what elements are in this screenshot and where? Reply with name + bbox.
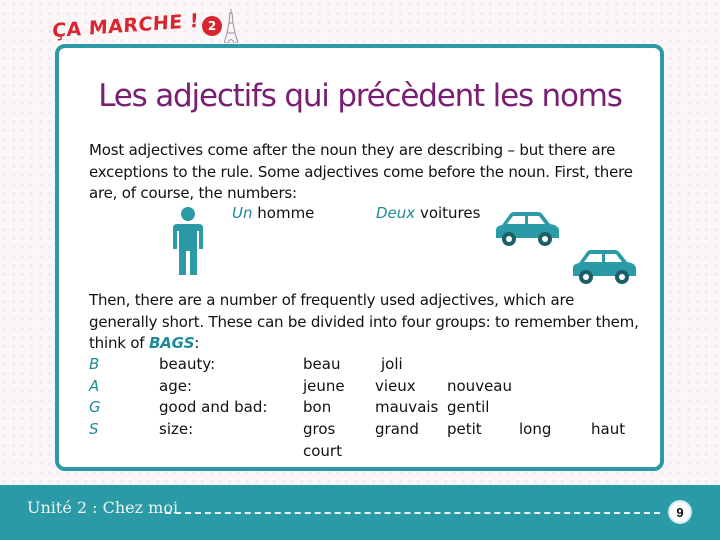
bags-line: Then, there are a number of frequently used adjectives, which are <box>89 291 575 309</box>
bags-acronym: BAGS <box>148 334 195 352</box>
bags-word: long <box>519 420 552 439</box>
bags-word: haut <box>591 420 626 439</box>
eiffel-tower-icon <box>224 9 238 43</box>
car-icon <box>568 248 640 288</box>
bags-word: jeune <box>303 376 345 395</box>
bags-letter: B <box>89 355 100 373</box>
footer-divider <box>165 512 660 514</box>
intro-line: Most adjectives come after the noun they are describing – but there are <box>89 141 616 159</box>
bags-letter: G <box>89 398 101 417</box>
bags-word: vieux <box>375 376 416 395</box>
example-noun: voitures <box>415 204 481 222</box>
unit-label: Unité 2 : Chez moi <box>27 498 179 517</box>
bags-word: bon <box>303 398 332 417</box>
bags-category: beauty: <box>159 355 216 373</box>
person-icon <box>170 205 206 277</box>
logo <box>52 8 238 44</box>
bags-category: good and bad: <box>159 398 268 417</box>
car-icon <box>492 210 562 250</box>
bags-word: grand <box>375 420 419 439</box>
example-deux-voitures <box>376 203 480 225</box>
bags-line: generally short. These can be divided into four groups: to remember them, <box>89 312 639 331</box>
intro-paragraph <box>89 140 649 205</box>
bags-letter: A <box>89 376 100 395</box>
page-number: 9 <box>668 500 692 524</box>
bags-category: age: <box>159 376 192 395</box>
example-number-word: Un <box>232 204 253 222</box>
bags-word: nouveau <box>447 376 512 395</box>
bags-word: mauvais <box>375 398 439 417</box>
bags-category: size: <box>159 420 194 439</box>
example-un-homme <box>232 203 314 225</box>
bags-word: court <box>303 441 342 460</box>
logo-badge: 2 <box>202 16 222 36</box>
bags-line-colon: : <box>194 334 200 352</box>
intro-line: exceptions to the rule. Some adjectives come before the noun. First, there <box>89 162 633 181</box>
bags-word: gros <box>303 420 336 439</box>
bags-paragraph <box>89 290 649 355</box>
example-number-word: Deux <box>376 204 416 222</box>
footer-bar <box>0 485 720 540</box>
bags-word: beau <box>303 355 341 373</box>
logo-text: ÇA MARCHE ! <box>51 9 200 43</box>
bags-word: gentil <box>447 398 490 417</box>
bags-letter: S <box>89 420 99 439</box>
bags-word: joli <box>381 355 403 373</box>
example-noun: homme <box>252 204 315 222</box>
bags-line-text: think of <box>89 334 149 352</box>
bags-word: petit <box>447 420 482 439</box>
bags-line <box>89 333 649 355</box>
intro-line: are, of course, the numbers: <box>89 184 297 202</box>
page-title: Les adjectifs qui précèdent les noms <box>98 78 622 114</box>
